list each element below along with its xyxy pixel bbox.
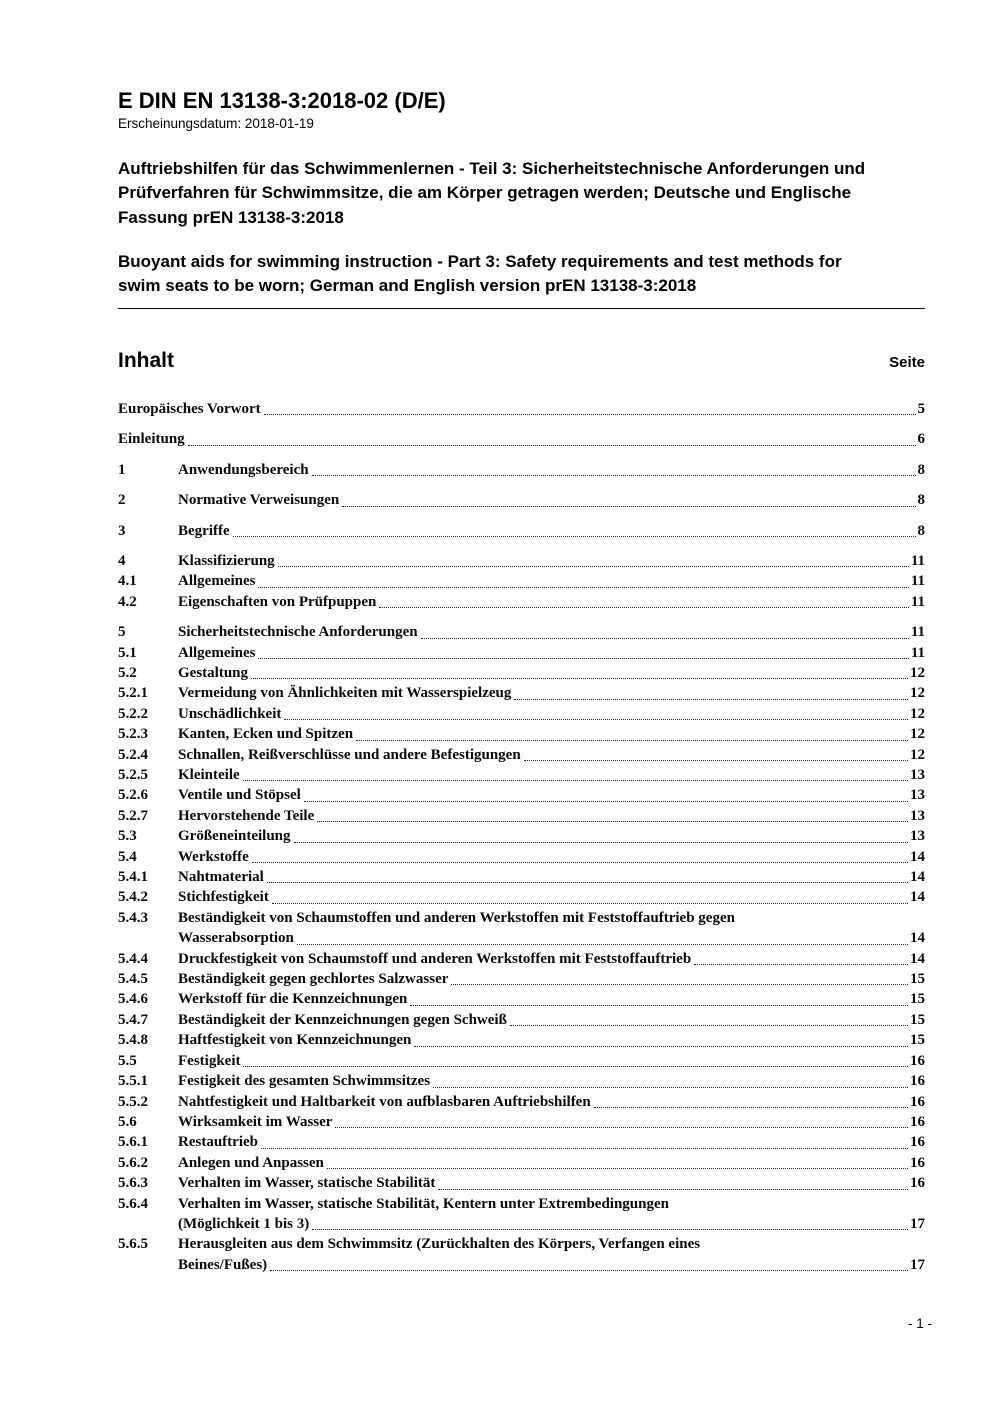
dotted-leader [261,1148,908,1149]
toc-entry-page: 11 [910,593,925,610]
toc-entry-label: Nahtfestigkeit und Haltbarkeit von aufblasbaren Auftriebshilfen [178,1093,591,1110]
dotted-leader [433,1087,908,1088]
toc-entry [118,724,925,744]
toc-entry-page: 16 [910,1052,925,1069]
toc-entry-label: Restauftrieb [178,1134,258,1151]
toc-entry [118,1132,925,1152]
toc-entry-label: Klassifizierung [178,552,275,569]
toc-entry-label: Normative Verweisungen [178,492,340,509]
toc-entry-label: Vermeidung von Ähnlichkeiten mit Wasserspielzeug [178,685,512,702]
toc-entry-page: 15 [910,991,925,1008]
toc-entry-label: Anlegen und Anpassen [178,1154,324,1171]
toc-entry [118,949,925,969]
toc-entry [118,765,925,785]
toc-entry [118,745,925,765]
toc-entry [118,1112,925,1132]
toc-entry-label: (Möglichkeit 1 bis 3) [178,1215,310,1232]
toc-entry-number: 5.3 [118,828,137,845]
toc-entry-label: Beständigkeit gegen gechlortes Salzwasser [178,971,449,988]
toc-entry-number: 4.1 [118,573,137,590]
toc-entry-number: 5.6.3 [118,1175,148,1192]
toc-entry-page: 15 [910,1011,925,1028]
toc-entry [118,969,925,989]
toc-entry-page: 11 [910,644,925,661]
toc-group [118,429,925,449]
toc-entry [118,571,925,591]
toc-entry-number: 5.2.1 [118,685,148,702]
toc-entry-label: Europäisches Vorwort [118,400,261,417]
toc-entry-page: 17 [910,1256,925,1273]
toc-entry-label: Druckfestigkeit von Schaumstoff und anderen Werkstoffen mit Feststoffauftrieb [178,950,692,967]
toc-entry [118,551,925,571]
dotted-leader [414,1046,908,1047]
toc-entry [118,521,925,541]
toc-entry-page: 8 [917,461,925,478]
toc-entry-number: 5.4.8 [118,1032,148,1049]
toc-entry-page: 12 [910,685,925,702]
toc-entry-number: 5.4 [118,848,137,865]
toc-group [118,460,925,480]
toc-entry-number: 4 [118,552,126,569]
toc-entry-page: 11 [910,573,925,590]
toc-entry-page: 11 [910,552,925,569]
toc-entry-number: 5.4.1 [118,869,148,886]
toc-list [118,399,925,1275]
toc-entry-label: Unschädlichkeit [178,705,282,722]
toc-entry-label: Hervorstehende Teile [178,807,315,824]
dotted-leader [410,1005,908,1006]
toc-entry-page: 16 [910,1073,925,1090]
toc-entry [118,1051,925,1071]
toc-entry-label: Werkstoffe [178,848,249,865]
dotted-leader [233,536,916,537]
toc-entry-number: 5.4.4 [118,950,148,967]
dotted-leader [258,658,908,659]
toc-entry-page: 12 [910,726,925,743]
toc-entry-number: 5.4.6 [118,991,148,1008]
toc-entry-number: 5.4.3 [118,909,148,926]
toc-entry-page: 12 [910,705,925,722]
toc-entry-page: 16 [910,1175,925,1192]
toc-entry-label: Nahtmaterial [178,869,264,886]
toc-entry-label: Beständigkeit von Schaumstoffen und anderen Werkstoffen mit Feststoffauftrieb gegen [178,909,735,926]
dotted-leader [267,882,908,883]
toc-entry [118,908,925,949]
dotted-leader [379,607,908,608]
toc-entry-page: 15 [910,1032,925,1049]
toc-entry-label: Beines/Fußes) [178,1256,268,1273]
toc-entry-number: 5.4.5 [118,971,148,988]
dotted-leader [438,1189,908,1190]
toc-entry-label: Beständigkeit der Kennzeichnungen gegen Schweiß [178,1011,507,1028]
dotted-leader [312,475,916,476]
toc-entry [118,1234,925,1275]
toc-entry-number: 5.4.2 [118,889,148,906]
toc-entry-label: Verhalten im Wasser, statische Stabilität [178,1175,436,1192]
toc-entry-number: 5.2.3 [118,726,148,743]
toc-entry-label: Allgemeines [178,573,256,590]
toc-entry-page: 15 [910,971,925,988]
toc-entry-page: 13 [910,807,925,824]
toc-entry [118,643,925,663]
toc-group [118,521,925,541]
document-subtitle-german: Auftriebshilfen für das Schwimmenlernen - Teil 3: Sicherheitstechnische Anforderungen und Prüfverfahren für Schwimmsitze, die am Körper getragen werden; Deutsche und Englische Fassung prEN 13138-3:2018 [118,159,866,227]
dotted-leader [243,780,908,781]
toc-entry-label: Stichfestigkeit [178,889,269,906]
toc-entry [118,1071,925,1091]
toc-entry-page: 13 [910,828,925,845]
dotted-leader [335,1127,908,1128]
toc-heading: Inhalt [118,348,174,372]
toc-entry-number: 2 [118,492,126,509]
toc-entry-number: 5.4.7 [118,1011,148,1028]
toc-header [118,349,925,373]
dotted-leader [252,862,908,863]
dotted-leader [524,760,908,761]
toc-entry-label: Verhalten im Wasser, statische Stabilität, Kentern unter Extrembedingungen [178,1195,669,1212]
toc-entry-number: 5.2.2 [118,705,148,722]
toc-entry-label: Eigenschaften von Prüfpuppen [178,593,377,610]
toc-entry-number: 5.6.1 [118,1134,148,1151]
toc-entry [118,683,925,703]
toc-entry-label: Größeneinteilung [178,828,291,845]
toc-entry-label: Herausgleiten aus dem Schwimmsitz (Zurückhalten des Körpers, Verfangen eines [178,1236,701,1253]
toc-entry-page: 14 [910,889,925,906]
dotted-leader [451,984,908,985]
dotted-leader [421,638,909,639]
toc-entry [118,663,925,683]
page-content [118,0,925,1275]
dotted-leader [297,944,908,945]
dotted-leader [188,445,916,446]
toc-entry-label: Begriffe [178,522,230,539]
toc-entry-page: 11 [910,624,925,641]
toc-entry-page: 16 [910,1093,925,1110]
toc-entry-number: 5.2 [118,664,137,681]
toc-entry-number: 5.2.4 [118,746,148,763]
toc-entry-number: 5.6.5 [118,1236,148,1253]
toc-entry [118,704,925,724]
toc-entry-label: Kanten, Ecken und Spitzen [178,726,354,743]
toc-entry-label: Schnallen, Reißverschlüsse und andere Befestigungen [178,746,521,763]
publish-date: Erscheinungsdatum: 2018-01-19 [118,116,314,132]
dotted-leader [251,678,908,679]
toc-entry-number: 5.2.5 [118,767,148,784]
toc-entry-label: Wasserabsorption [178,930,294,947]
dotted-leader [327,1168,908,1169]
toc-entry-page: 17 [910,1215,925,1232]
dotted-leader [694,964,908,965]
toc-entry-number: 5.6 [118,1113,137,1130]
dotted-leader [514,699,908,700]
toc-entry-number: 5.5 [118,1052,137,1069]
toc-entry-page: 12 [910,664,925,681]
dotted-leader [243,1066,908,1067]
toc-entry [118,826,925,846]
toc-entry-number: 5.6.2 [118,1154,148,1171]
toc-entry-page: 12 [910,746,925,763]
toc-entry-page: 14 [910,950,925,967]
dotted-leader [317,821,908,822]
toc-entry-number: 5.2.6 [118,787,148,804]
toc-entry-number: 1 [118,461,126,478]
toc-entry-label: Anwendungsbereich [178,461,309,478]
toc-group [118,622,925,1275]
toc-entry-page: 16 [910,1134,925,1151]
toc-entry [118,785,925,805]
toc-group [118,399,925,419]
toc-entry [118,622,925,642]
toc-entry-page: 13 [910,787,925,804]
toc-entry [118,429,925,449]
toc-entry-number: 5.5.1 [118,1073,148,1090]
toc-page-column-label: Seite [889,353,925,371]
dotted-leader [342,506,915,507]
toc-entry-label: Einleitung [118,431,185,448]
dotted-leader [258,587,908,588]
toc-entry-page: 14 [910,848,925,865]
toc-entry-page: 14 [910,930,925,947]
dotted-leader [284,719,908,720]
toc-group [118,551,925,612]
toc-group [118,490,925,510]
page-number-footer: - 1 - [907,1316,932,1331]
toc-entry [118,887,925,907]
toc-entry [118,1173,925,1193]
toc-entry-number: 3 [118,522,126,539]
toc-entry-label: Kleinteile [178,767,240,784]
toc-entry-label: Festigkeit [178,1052,241,1069]
toc-entry [118,1030,925,1050]
dotted-leader [510,1025,908,1026]
toc-entry-label: Gestaltung [178,664,249,681]
toc-entry [118,1010,925,1030]
toc-entry-label: Wirksamkeit im Wasser [178,1113,333,1130]
dotted-leader [278,566,909,567]
toc-entry-page: 16 [910,1154,925,1171]
toc-entry [118,1092,925,1112]
toc-entry [118,1153,925,1173]
toc-entry-label: Werkstoff für die Kennzeichnungen [178,991,408,1008]
toc-entry [118,847,925,867]
toc-entry-page: 14 [910,869,925,886]
toc-entry-page: 16 [910,1113,925,1130]
toc-entry-page: 6 [917,431,925,448]
toc-entry [118,399,925,419]
dotted-leader [270,1270,908,1271]
toc-entry-label: Haftfestigkeit von Kennzeichnungen [178,1032,412,1049]
dotted-leader [356,740,908,741]
toc-entry [118,460,925,480]
toc-entry [118,1194,925,1235]
toc-entry-page: 13 [910,767,925,784]
dotted-leader [594,1107,908,1108]
toc-entry [118,592,925,612]
toc-entry [118,989,925,1009]
toc-entry-number: 5.6.4 [118,1195,148,1212]
toc-entry-page: 5 [917,400,925,417]
document-title: E DIN EN 13138-3:2018-02 (D/E) [118,88,446,113]
document-subtitle-english: Buoyant aids for swimming instruction - Part 3: Safety requirements and test methods for swim seats to be worn; German and English version prEN 13138-3:2018 [118,250,925,309]
toc-entry-page: 8 [917,522,925,539]
toc-entry-label: Sicherheitstechnische Anforderungen [178,624,418,641]
toc-entry-number: 5 [118,624,126,641]
toc-entry-label: Festigkeit des gesamten Schwimmsitzes [178,1073,431,1090]
toc-entry [118,806,925,826]
dotted-leader [312,1229,908,1230]
dotted-leader [264,414,916,415]
toc-entry-number: 5.2.7 [118,807,148,824]
toc-entry-number: 5.1 [118,644,137,661]
toc-entry-label: Ventile und Stöpsel [178,787,301,804]
toc-entry-label: Allgemeines [178,644,256,661]
dotted-leader [272,903,908,904]
toc-entry-page: 8 [917,492,925,509]
toc-entry-number: 4.2 [118,593,137,610]
toc-entry [118,867,925,887]
dotted-leader [304,801,908,802]
toc-entry-number: 5.5.2 [118,1093,148,1110]
dotted-leader [294,842,908,843]
toc-entry [118,490,925,510]
